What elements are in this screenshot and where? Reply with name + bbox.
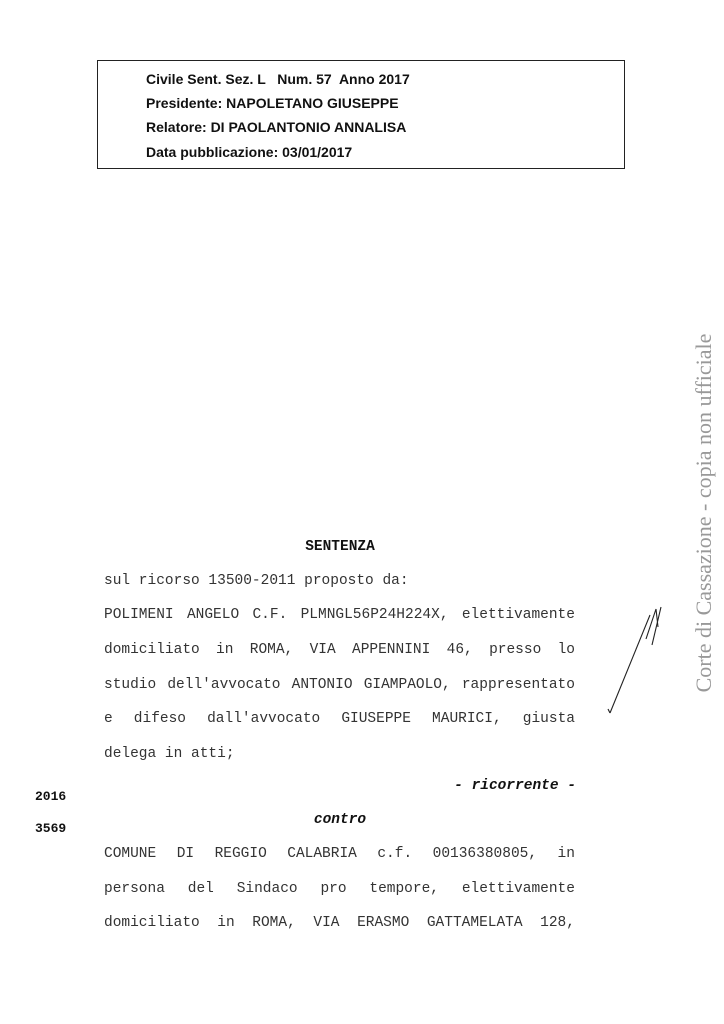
word: 128, bbox=[540, 915, 575, 931]
word: dall'avvocato bbox=[207, 711, 321, 727]
word: PLMNGL56P24H224X, bbox=[300, 607, 449, 623]
word: ERASMO bbox=[357, 915, 410, 931]
header-publication-date-line: Data pubblicazione: 03/01/2017 bbox=[146, 144, 353, 160]
word: in bbox=[557, 846, 575, 862]
body-line-4 bbox=[104, 677, 575, 693]
body-line-1: sul ricorso 13500-2011 proposto da: bbox=[104, 573, 409, 589]
word: Sindaco bbox=[236, 881, 298, 897]
margin-number-year: 2016 bbox=[35, 789, 67, 804]
watermark-text: Corte di Cassazione - copia non ufficiale bbox=[691, 333, 716, 693]
word: persona bbox=[104, 881, 165, 897]
body-line-7 bbox=[104, 846, 575, 862]
word: MAURICI, bbox=[432, 711, 502, 727]
body-line-6: delega in atti; bbox=[104, 746, 235, 762]
word: giusta bbox=[522, 711, 575, 727]
header-section-line: Civile Sent. Sez. L Num. 57 Anno 2017 bbox=[146, 71, 410, 87]
word: elettivamente bbox=[461, 607, 575, 623]
word: tempore, bbox=[369, 881, 439, 897]
signature-mark bbox=[606, 605, 666, 717]
word: in bbox=[216, 642, 234, 658]
margin-number-case: 3569 bbox=[35, 821, 67, 836]
word: ANGELO bbox=[186, 607, 240, 623]
watermark bbox=[684, 278, 724, 748]
word: domiciliato bbox=[104, 642, 200, 658]
word: VIA bbox=[313, 915, 340, 931]
word: c.f. bbox=[377, 846, 413, 862]
word: GIAMPAOLO, bbox=[363, 677, 451, 693]
document-title: SENTENZA bbox=[305, 539, 375, 555]
word: ROMA, bbox=[252, 915, 296, 931]
word: lo bbox=[557, 642, 575, 658]
body-line-2 bbox=[104, 607, 575, 623]
party-role-ricorrente: - ricorrente - bbox=[454, 778, 576, 794]
body-line-8 bbox=[104, 881, 575, 897]
word: domiciliato bbox=[104, 915, 200, 931]
header-rapporteur-line: Relatore: DI PAOLANTONIO ANNALISA bbox=[146, 119, 407, 135]
word: 00136380805, bbox=[432, 846, 538, 862]
header-president-line: Presidente: NAPOLETANO GIUSEPPE bbox=[146, 95, 399, 111]
word: difeso bbox=[133, 711, 187, 727]
word: VIA bbox=[309, 642, 336, 658]
header-box bbox=[97, 60, 625, 169]
word: ANTONIO bbox=[291, 677, 353, 693]
word: dell'avvocato bbox=[167, 677, 281, 693]
word: DI bbox=[176, 846, 195, 862]
word: pro bbox=[320, 881, 347, 897]
word: C.F. bbox=[252, 607, 288, 623]
word: POLIMENI bbox=[104, 607, 174, 623]
word: del bbox=[187, 881, 214, 897]
word: rappresentato bbox=[461, 677, 575, 693]
word: CALABRIA bbox=[287, 846, 357, 862]
word: GATTAMELATA bbox=[426, 915, 523, 931]
body-line-5 bbox=[104, 711, 575, 727]
word: REGGIO bbox=[214, 846, 267, 862]
word: COMUNE bbox=[104, 846, 157, 862]
body-line-9 bbox=[104, 915, 575, 931]
word: APPENNINI bbox=[352, 642, 431, 658]
word: studio bbox=[104, 677, 157, 693]
body-line-3 bbox=[104, 642, 575, 658]
word: e bbox=[104, 711, 113, 727]
word: elettivamente bbox=[461, 881, 575, 897]
word: presso bbox=[489, 642, 542, 658]
party-role-contro: contro bbox=[313, 812, 367, 828]
word: ROMA, bbox=[249, 642, 294, 658]
word: 46, bbox=[446, 642, 473, 658]
word: in bbox=[217, 915, 235, 931]
word: GIUSEPPE bbox=[341, 711, 411, 727]
